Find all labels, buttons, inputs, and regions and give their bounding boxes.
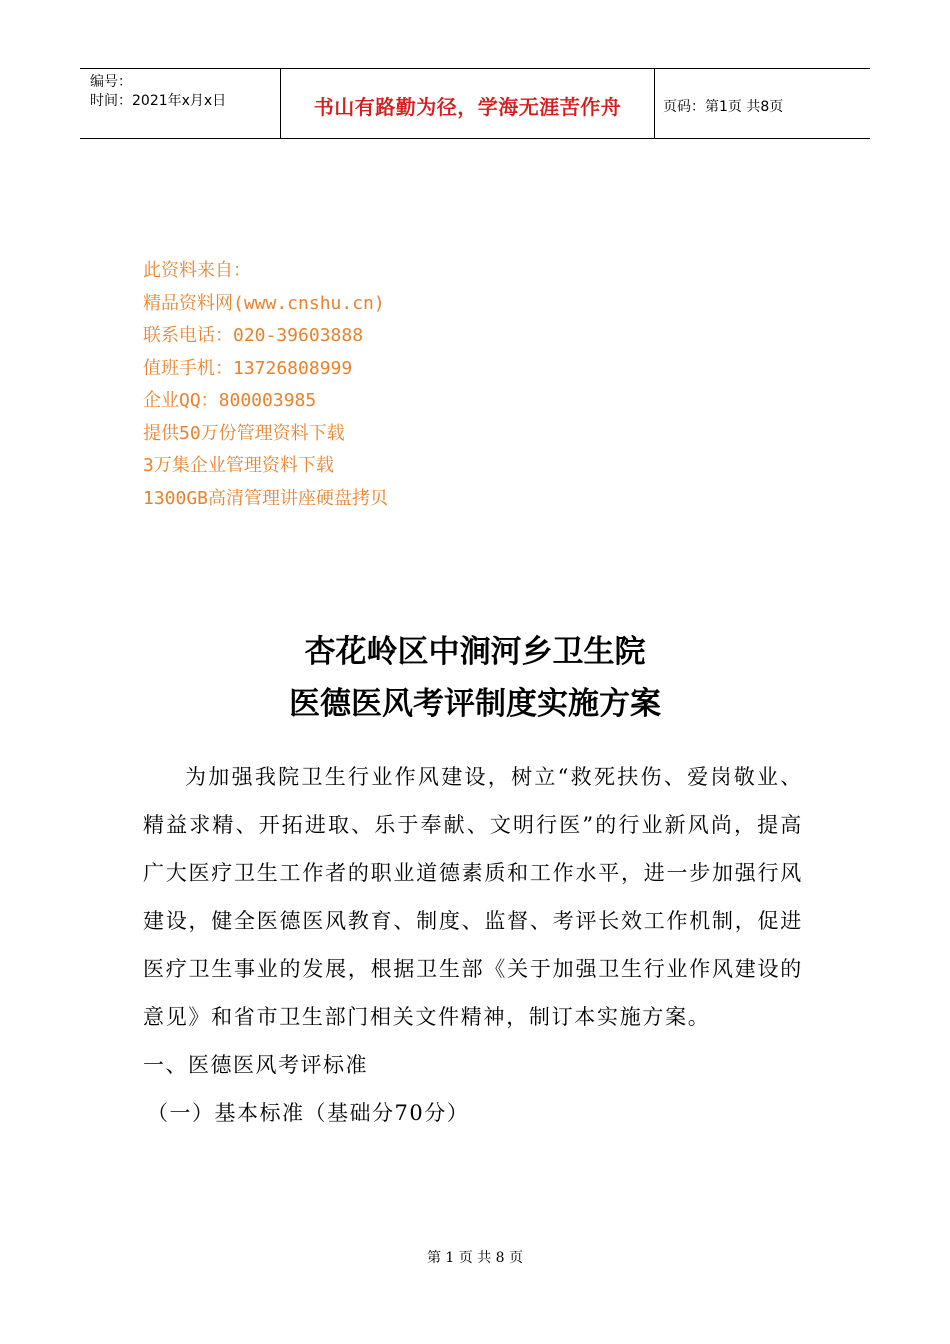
header-table: [80, 68, 870, 139]
source-info-block: [143, 255, 388, 515]
intro-paragraph: 为加强我院卫生行业作风建设，树立“救死扶伤、爱岗敬业、精益求精、开拓进取、乐于奉献、文明行医”的行业新风尚，提高广大医疗卫生工作者的职业道德素质和工作水平，进一步加强行风建设，健全医德医风教育、制度、监督、考评长效工作机制，促进医疗卫生事业的发展，根据卫生部《关于加强卫生行业作风建设的意见》和省市卫生部门相关文件精神，制订本实施方案。: [143, 765, 803, 1029]
source-line: 提供50万份管理资料下载: [143, 422, 345, 444]
time-label: 时间：2021年x月x日: [90, 93, 227, 109]
document-body: [143, 753, 803, 1137]
header-motto-cell: [281, 69, 655, 138]
page-info: 页码：第1页 共8页: [663, 98, 784, 115]
source-line: 3万集企业管理资料下载: [143, 455, 334, 476]
source-line: 此资料来自：: [143, 260, 251, 281]
page-footer: 第 1 页 共 8 页: [426, 1250, 524, 1266]
source-line: 1300GB高清管理讲座硬盘拷贝: [143, 487, 389, 509]
source-line: 精品资料网(www.cnshu.cn): [143, 292, 385, 314]
motto-text: 书山有路勤为径，学海无涯苦作舟: [313, 95, 622, 119]
source-line: 联系电话：020-39603888: [143, 325, 364, 346]
document-title-line2: 医德医风考评制度实施方案: [289, 686, 661, 722]
number-label: 编号：: [90, 74, 132, 90]
header-meta-cell: [80, 69, 281, 138]
header-page-cell: [655, 69, 870, 138]
subsection-heading: （一）基本标准（基础分70分）: [147, 1101, 470, 1125]
source-line: 企业QQ：800003985: [143, 390, 317, 411]
document-title-line1: 杏花岭区中涧河乡卫生院: [304, 634, 646, 670]
source-line: 值班手机：13726808999: [143, 357, 353, 379]
section-heading: 一、医德医风考评标准: [143, 1053, 368, 1077]
